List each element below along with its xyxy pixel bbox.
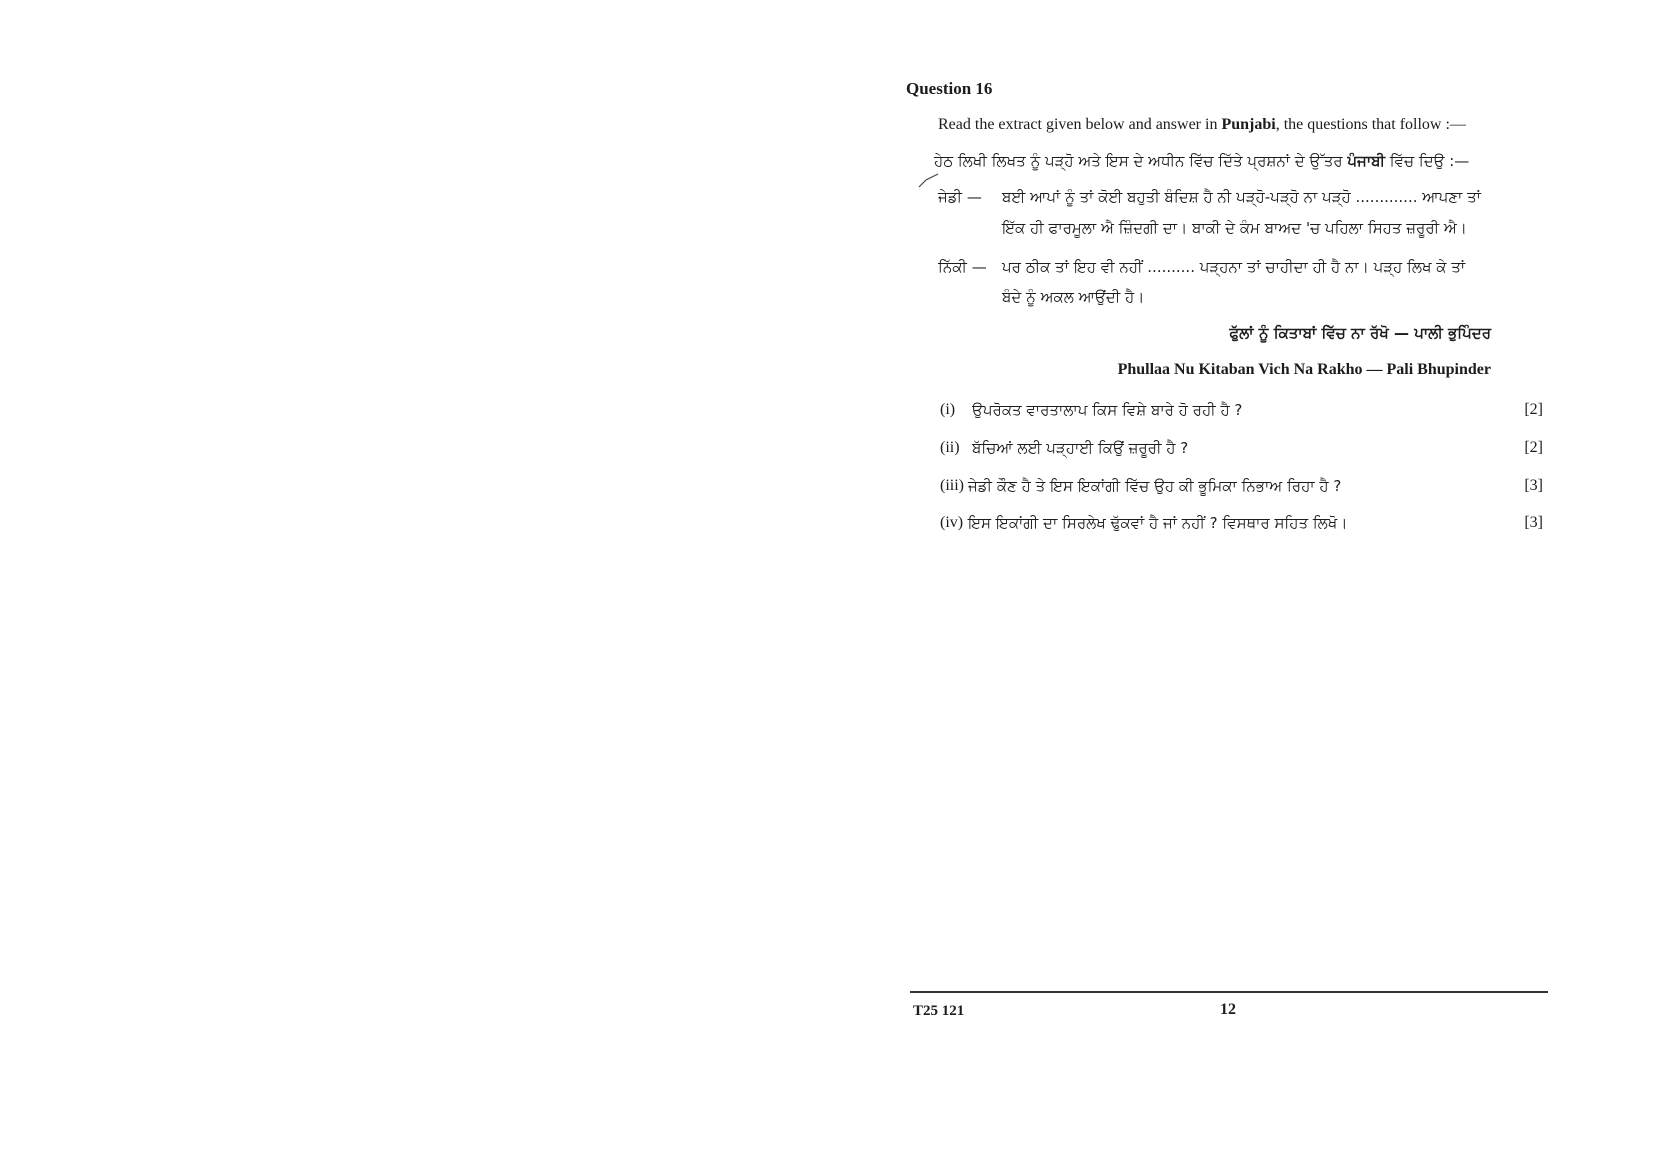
instruction-english-language: Punjabi bbox=[1221, 116, 1276, 133]
subquestion-text: ਉਪਰੋਕਤ ਵਾਰਤਾਲਾਪ ਕਿਸ ਵਿਸ਼ੇ ਬਾਰੇ ਹੋ ਰਹੀ ਹੈ ? bbox=[972, 401, 1243, 419]
paper-code: T25 121 bbox=[913, 1003, 965, 1019]
speaker-nikki: ਨਿੱਕੀ — bbox=[938, 258, 987, 276]
pen-tick-mark-icon bbox=[918, 172, 940, 188]
instruction-english-suffix: , the questions that follow :— bbox=[1275, 116, 1466, 133]
speaker-nikki-line-2: ਬੰਦੇ ਨੂੰ ਅਕਲ ਆਉਂਦੀ ਹੈ। bbox=[1002, 288, 1145, 306]
instruction-punjabi bbox=[934, 152, 1469, 170]
source-english: Phullaa Nu Kitaban Vich Na Rakho — Pali Bhupinder bbox=[1117, 361, 1491, 378]
instruction-punjabi-prefix: ਹੇਠ ਲਿਖੀ ਲਿਖਤ ਨੂੰ ਪੜ੍ਹੋ ਅਤੇ ਇਸ ਦੇ ਅਧੀਨ ਵਿੱਚ ਦਿੱਤੇ ਪ੍ਰਸ਼ਨਾਂ ਦੇ ਉੱਤਰ bbox=[934, 152, 1348, 170]
subquestion-marks: [3] bbox=[1524, 477, 1543, 494]
subquestion-text: ਜੇਡੀ ਕੌਣ ਹੈ ਤੇ ਇਸ ਇਕਾਂਗੀ ਵਿੱਚ ਉਹ ਕੀ ਭੂਮਿਕਾ ਨਿਭਾਅ ਰਿਹਾ ਹੈ ? bbox=[968, 477, 1342, 495]
instruction-punjabi-suffix: ਵਿੱਚ ਦਿਉ :— bbox=[1385, 152, 1470, 170]
subquestion-text: ਇਸ ਇਕਾਂਗੀ ਦਾ ਸਿਰਲੇਖ ਢੁੱਕਵਾਂ ਹੈ ਜਾਂ ਨਹੀਂ ? ਵਿਸਥਾਰ ਸਹਿਤ ਲਿਖੋ। bbox=[968, 514, 1348, 532]
source-punjabi: ਫੁੱਲਾਂ ਨੂੰ ਕਿਤਾਬਾਂ ਵਿੱਚ ਨਾ ਰੱਖੋ — ਪਾਲੀ ਭੁਪਿੰਦਰ bbox=[1229, 324, 1491, 342]
speaker-jedi: ਜੇਡੀ — bbox=[938, 188, 982, 206]
subquestion-number: (i) bbox=[940, 401, 956, 418]
subquestion-marks: [3] bbox=[1524, 514, 1543, 531]
subquestion-number: (iii) bbox=[940, 477, 964, 494]
speaker-jedi-line-2: ਇੱਕ ਹੀ ਫਾਰਮੂਲਾ ਐ ਜ਼ਿੰਦਗੀ ਦਾ। ਬਾਕੀ ਦੇ ਕੰਮ ਬਾਅਦ 'ਚ ਪਹਿਲਾ ਸਿਹਤ ਜ਼ਰੂਰੀ ਐ। bbox=[1002, 219, 1467, 237]
page-number: 12 bbox=[1220, 1001, 1236, 1018]
subquestion-number: (ii) bbox=[940, 439, 960, 456]
footer-rule bbox=[910, 991, 1548, 993]
instruction-punjabi-language: ਪੰਜਾਬੀ bbox=[1347, 152, 1386, 170]
subquestion-marks: [2] bbox=[1524, 401, 1543, 418]
subquestion-number: (iv) bbox=[940, 514, 964, 531]
subquestion-marks: [2] bbox=[1524, 439, 1543, 456]
speaker-jedi-line-1: ਬਈ ਆਪਾਂ ਨੂੰ ਤਾਂ ਕੋਈ ਬਹੁਤੀ ਬੰਦਿਸ਼ ਹੈ ਨੀ ਪੜ੍ਹੋ-ਪੜ੍ਹੋ ਨਾ ਪੜ੍ਹੋ ............. ਆਪਣਾ ਤਾਂ bbox=[1002, 188, 1481, 206]
instruction-english bbox=[938, 116, 1466, 134]
question-title: Question 16 bbox=[906, 79, 993, 98]
subquestion-text: ਬੱਚਿਆਂ ਲਈ ਪੜ੍ਹਾਈ ਕਿਉਂ ਜ਼ਰੂਰੀ ਹੈ ? bbox=[972, 439, 1189, 457]
speaker-nikki-line-1: ਪਰ ਠੀਕ ਤਾਂ ਇਹ ਵੀ ਨਹੀਂ .......... ਪੜ੍ਹਨਾ ਤਾਂ ਚਾਹੀਦਾ ਹੀ ਹੈ ਨਾ। ਪੜ੍ਹ ਲਿਖ ਕੇ ਤਾਂ bbox=[1002, 258, 1466, 276]
instruction-english-prefix: Read the extract given below and answer in bbox=[938, 116, 1222, 133]
